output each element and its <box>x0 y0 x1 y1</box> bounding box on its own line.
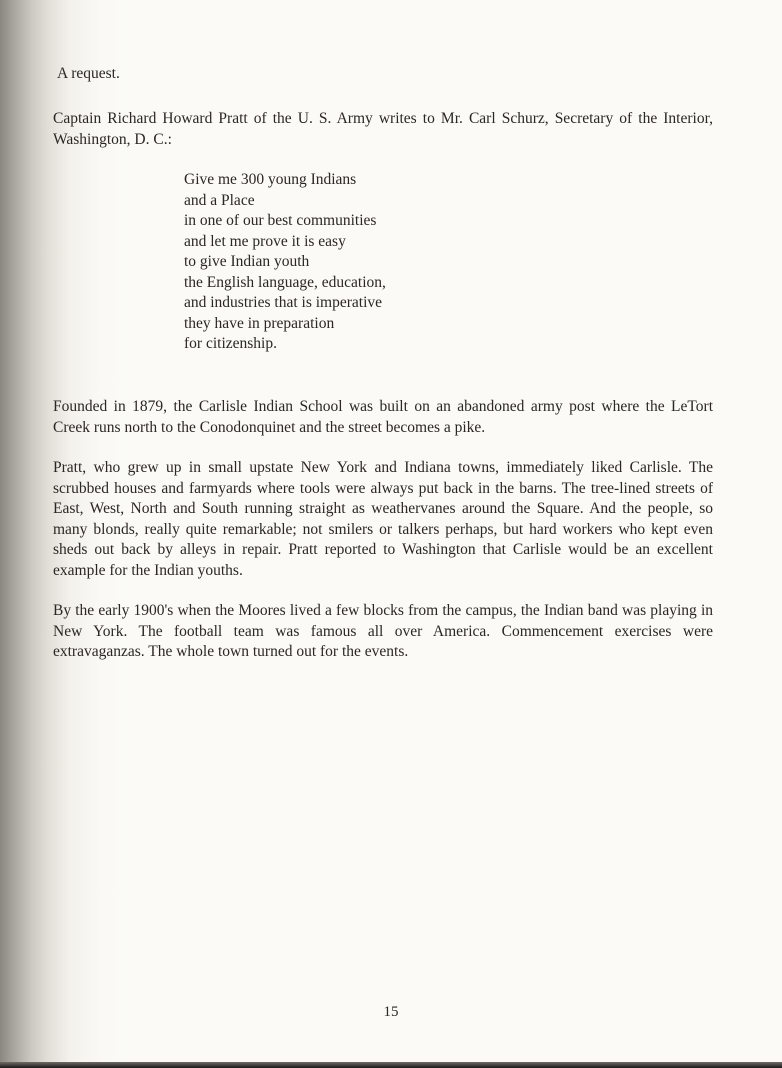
body-paragraph: Pratt, who grew up in small upstate New York and Indiana towns, immediately liked Carlisle. The scrubbed houses and farmyards where tools were always put back in the barns. The tree-lined streets of East, West, North and South running straight as weathervanes around the Square. And the people, so many blonds, really quite remarkable; not smilers or talkers perhaps, but hard workers who kept even sheds out back by alleys in repair. Pratt reported to Washington that Carlisle would be an excellent example for the Indian youths. <box>53 459 713 579</box>
quoted-verse <box>184 170 386 355</box>
verse-line: they have in preparation <box>184 314 335 332</box>
verse-line: and a Place <box>184 191 255 209</box>
verse-line: to give Indian youth <box>184 253 310 270</box>
verse-line: and industries that is imperative <box>184 294 383 311</box>
page-number: 15 <box>383 1004 399 1020</box>
body-paragraph: Founded in 1879, the Carlisle Indian School was built on an abandoned army post where the LeTort Creek runs north to the Conodonquinet and the street becomes a pike. <box>53 398 713 436</box>
body-paragraph: By the early 1900's when the Moores lived a few blocks from the campus, the Indian band was playing in New York. The football team was famous all over America. Commencement exercises were extravaganzas. The whole town turned out for the events. <box>53 602 713 660</box>
verse-line: the English language, education, <box>184 273 386 291</box>
page-bottom-edge <box>0 1062 782 1068</box>
intro-paragraph: Captain Richard Howard Pratt of the U. S. Army writes to Mr. Carl Schurz, Secretary of the Interior, Washington, D. C.: <box>53 110 713 148</box>
verse-line: and let me prove it is easy <box>184 232 346 250</box>
verse-line: for citizenship. <box>184 335 277 352</box>
verse-line: in one of our best communities <box>184 212 377 229</box>
section-heading: A request. <box>57 65 120 82</box>
verse-line: Give me 300 young Indians <box>184 171 357 188</box>
